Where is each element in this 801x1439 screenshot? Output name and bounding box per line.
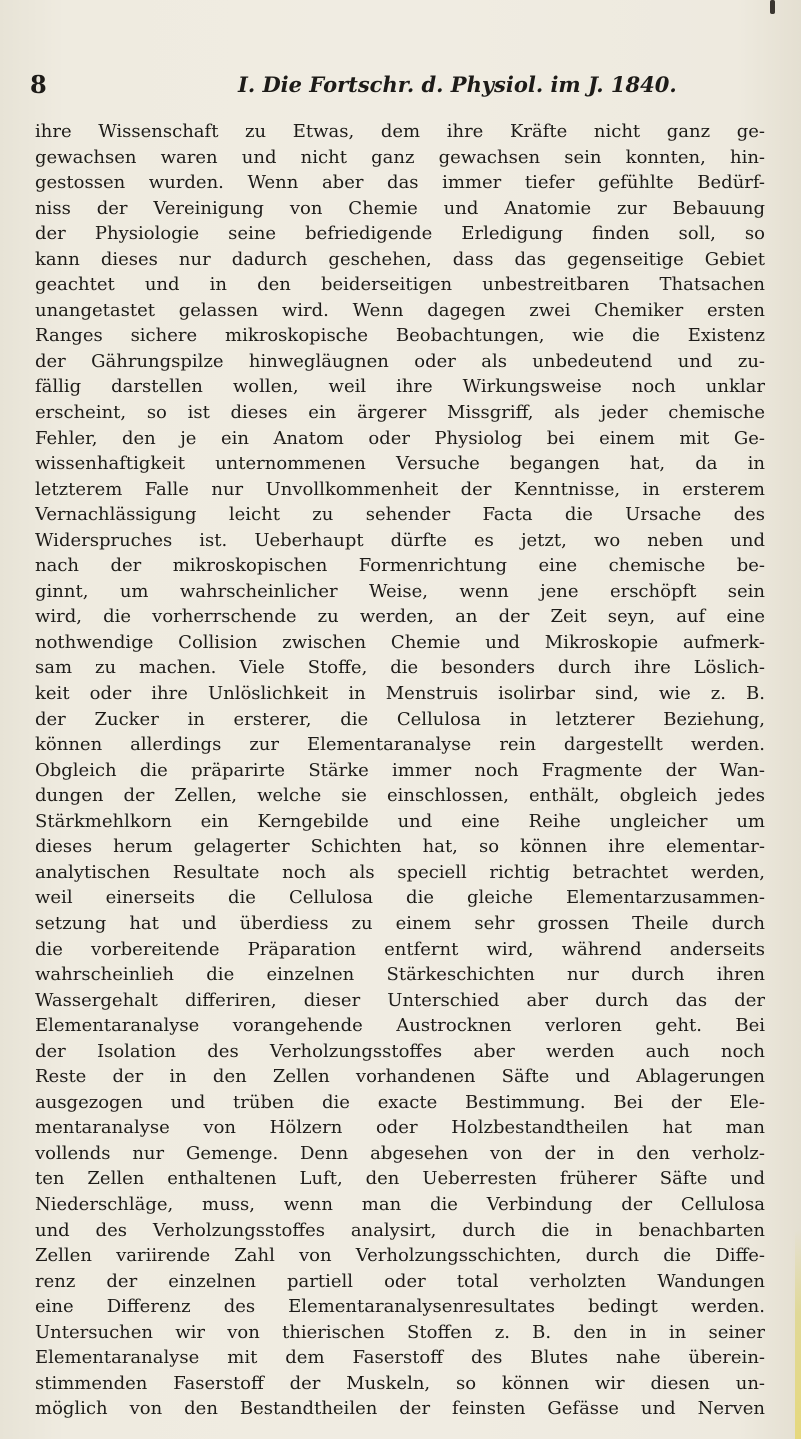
text-line: mentaranalyse von Hölzern oder Holzbestandtheilen hat man — [35, 1117, 765, 1139]
text-line: nothwendige Collision zwischen Chemie und Mikroskopie aufmerk- — [35, 631, 765, 653]
text-line: ausgezogen und trüben die exacte Bestimmung. Bei der Ele- — [35, 1091, 765, 1113]
text-line: der Physiologie seine befriedigende Erledigung finden soll, so — [35, 223, 765, 245]
text-line: der Zucker in ersterer, die Cellulosa in letzterer Beziehung, — [35, 708, 765, 730]
text-line: möglich von den Bestandtheilen der feinsten Gefässe und Nerven — [35, 1398, 765, 1420]
running-head: I. Die Fortschr. d. Physiol. im J. 1840. — [238, 72, 677, 97]
text-line: keit oder ihre Unlöslichkeit in Menstruis isolirbar sind, wie z. B. — [35, 683, 765, 705]
text-line: Vernachlässigung leicht zu sehender Facta die Ursache des — [35, 504, 765, 526]
text-line: der Gährungspilze hinwegläugnen oder als unbedeutend und zu- — [35, 350, 765, 372]
text-line: setzung hat und überdiess zu einem sehr grossen Theile durch — [35, 912, 765, 934]
text-line: wissenhaftigkeit unternommenen Versuche begangen hat, da in — [35, 453, 765, 475]
body-text — [35, 119, 765, 1422]
text-line: Reste der in den Zellen vorhandenen Säfte und Ablagerungen — [35, 1066, 765, 1088]
text-line: Widerspruches ist. Ueberhaupt dürfte es jetzt, wo neben und — [35, 529, 765, 551]
page-edge-stain — [795, 1230, 801, 1439]
text-line: Stärkmehlkorn ein Kerngebilde und eine Reihe ungleicher um — [35, 810, 765, 832]
text-line: ten Zellen enthaltenen Luft, den Ueberresten früherer Säfte und — [35, 1168, 765, 1190]
text-line: erscheint, so ist dieses ein ärgerer Missgriff, als jeder chemische — [35, 402, 765, 424]
text-line: ginnt, um wahrscheinlicher Weise, wenn jene erschöpft sein — [35, 580, 765, 602]
page-header — [0, 70, 801, 106]
text-line: der Isolation des Verholzungsstoffes aber werden auch noch — [35, 1040, 765, 1062]
text-line: ihre Wissenschaft zu Etwas, dem ihre Kräfte nicht ganz ge- — [35, 121, 765, 142]
text-line: dungen der Zellen, welche sie einschlossen, enthält, obgleich jedes — [35, 785, 765, 807]
text-line: können allerdings zur Elementaranalyse rein dargestellt werden. — [35, 734, 765, 756]
text-line: Obgleich die präparirte Stärke immer noch Fragmente der Wan- — [35, 759, 765, 781]
text-line: Zellen variirende Zahl von Verholzungsschichten, durch die Diffe- — [35, 1245, 765, 1267]
text-line: wahrscheinlieh die einzelnen Stärkeschichten nur durch ihren — [35, 964, 765, 986]
page-number: 8 — [30, 70, 47, 99]
text-line: niss der Vereinigung von Chemie und Anatomie zur Bebauung — [35, 197, 765, 219]
ink-mark — [770, 0, 775, 14]
text-line: Fehler, den je ein Anatom oder Physiolog bei einem mit Ge- — [35, 427, 765, 449]
text-line: weil einerseits die Cellulosa die gleiche Elementarzusammen- — [35, 887, 765, 909]
text-line: Niederschläge, muss, wenn man die Verbindung der Cellulosa — [35, 1193, 765, 1215]
text-line: unangetastet gelassen wird. Wenn dagegen zwei Chemiker ersten — [35, 299, 765, 321]
text-line: und des Verholzungsstoffes analysirt, durch die in benachbarten — [35, 1219, 765, 1241]
text-line: gewachsen waren und nicht ganz gewachsen sein konnten, hin- — [35, 146, 765, 168]
text-line: dieses herum gelagerter Schichten hat, so können ihre elementar- — [35, 836, 765, 858]
text-line: Ranges sichere mikroskopische Beobachtungen, wie die Existenz — [35, 325, 765, 347]
text-line: Elementaranalyse mit dem Faserstoff des Blutes nahe überein- — [35, 1347, 765, 1369]
text-line: renz der einzelnen partiell oder total verholzten Wandungen — [35, 1270, 765, 1292]
text-line: wird, die vorherrschende zu werden, an der Zeit seyn, auf eine — [35, 606, 765, 628]
text-line: kann dieses nur dadurch geschehen, dass das gegenseitige Gebiet — [35, 248, 765, 270]
text-line: gestossen wurden. Wenn aber das immer tiefer gefühlte Bedürf- — [35, 172, 765, 194]
text-line: geachtet und in den beiderseitigen unbestreitbaren Thatsachen — [35, 274, 765, 296]
text-line: analytischen Resultate noch als speciell richtig betrachtet werden, — [35, 861, 765, 883]
text-line: fällig darstellen wollen, weil ihre Wirkungsweise noch unklar — [35, 376, 765, 398]
text-line: Wassergehalt differiren, dieser Unterschied aber durch das der — [35, 989, 765, 1011]
text-line: letzterem Falle nur Unvollkommenheit der Kenntnisse, in ersterem — [35, 478, 765, 500]
text-line: eine Differenz des Elementaranalysenresultates bedingt werden. — [35, 1296, 765, 1318]
text-line: stimmenden Faserstoff der Muskeln, so können wir diesen un- — [35, 1372, 765, 1394]
text-line: die vorbereitende Präparation entfernt wird, während anderseits — [35, 938, 765, 960]
text-line: vollends nur Gemenge. Denn abgesehen von der in den verholz- — [35, 1142, 765, 1164]
text-line: Elementaranalyse vorangehende Austrocknen verloren geht. Bei — [35, 1015, 765, 1037]
text-line: sam zu machen. Viele Stoffe, die besonders durch ihre Löslich- — [35, 657, 765, 679]
text-line: Untersuchen wir von thierischen Stoffen z. B. den in in seiner — [35, 1321, 765, 1343]
text-line: nach der mikroskopischen Formenrichtung eine chemische be- — [35, 555, 765, 577]
